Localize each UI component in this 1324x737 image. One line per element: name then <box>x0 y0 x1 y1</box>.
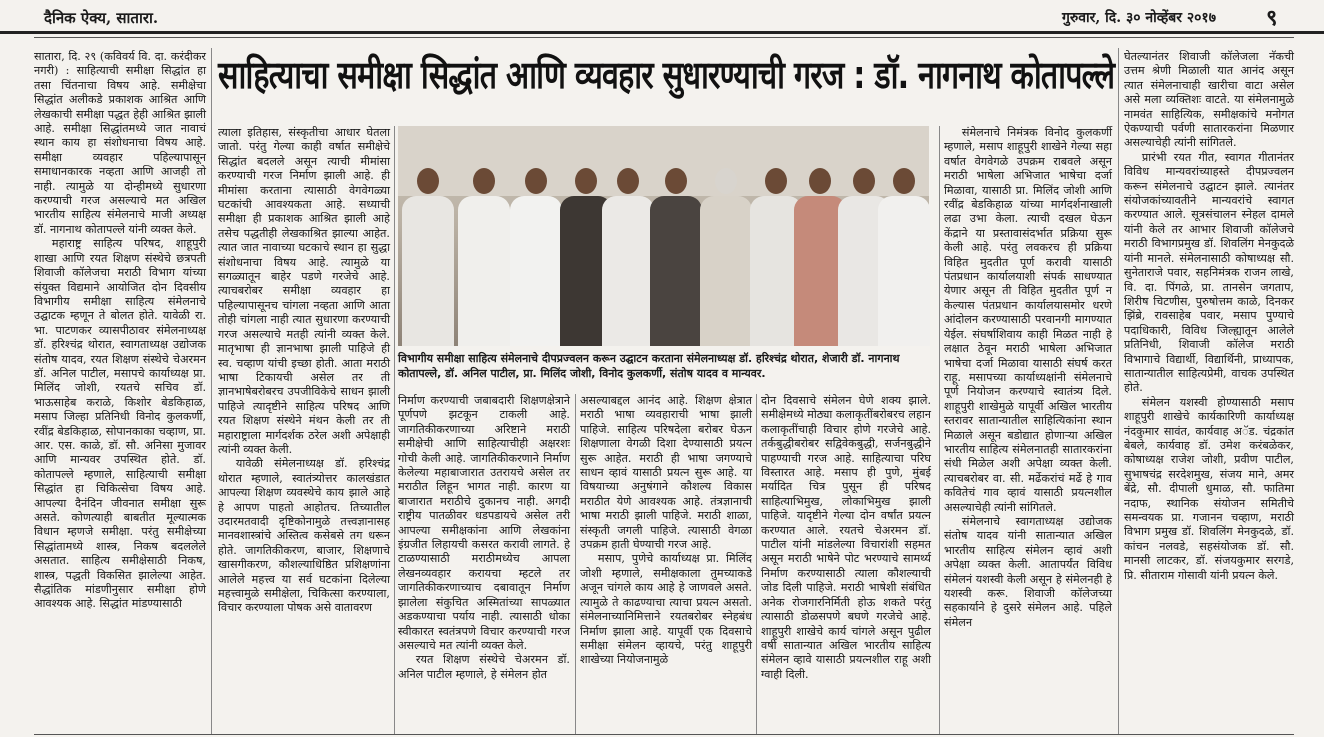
column-divider <box>939 126 940 734</box>
issue-date: गुरुवार, दि. ३० नोव्हेंबर २०१७ <box>1062 10 1216 26</box>
column-1 <box>34 50 206 734</box>
column-6 <box>944 126 1112 734</box>
column-divider <box>575 394 576 734</box>
column-divider <box>1118 48 1119 734</box>
body-paragraph: संमेलनाचे स्वागताध्यक्ष उद्योजक संतोष यादव यांनी सातान्यात अखिल भारतीय साहित्य संमेलन व्हावं अशी अपेक्षा व्यक्त केली. आतापर्यंत विविध संमेलनं यशस्वी केली असून हे संमेलनही हे यशस्वी करू. शिवाजी कॉलेजच्या सहकार्याने हे दुसरे संमेलन आहे. पहिले संमेलन <box>944 514 1112 629</box>
column-2 <box>218 126 390 734</box>
body-paragraph: यावेळी संमेलनाध्यक्ष डॉ. हरिश्चंद्र थोरात म्हणाले, स्वातंत्र्योत्तर कालखंडात आपल्या शिक्षण व्यवस्थेचे काय झाले आहे हे आपण पाहतो आहोतच. तिच्यातील उदारमतवादी दृष्टिकोनामुळे तत्त्वज्ञानासह मानवशास्त्रांचे अस्तित्व कसेबसे तग धरून होते. जागतिकीकरण, बाजार, शिक्षणाचे खासगीकरण, कौशल्याधिष्ठित प्रशिक्षणांना आलेले महत्त्व या सर्व घटकांना दिलेल्या महत्त्वामुळे समीक्षेला, चिकित्सा करण्याला, विचार करण्याला पोषक असे वातावरण <box>218 457 390 615</box>
body-paragraph: त्याला इतिहास, संस्कृतीचा आधार घेतला जातो. परंतु गेल्या काही वर्षात समीक्षेचे सिद्धांत बदलले असून त्याची मीमांसा करण्याची गरज निर्माण झाली आहे. ही मीमांसा करताना त्यासाठी वेगवेगळ्या घटकांची आवश्यकता आहे. सध्याची समीक्षा ही प्रकाशक आश्रित झाली आहे तसेच पद्धतीही लेखकाश्रित झाल्या आहेत. त्यात जात नावाच्या घटकाचे स्थान हा सुद्धा संशोधनाचा विषय आहे. त्यामुळे या सगळ्यातून बाहेर पडणे गरजेचे आहे. त्याचबरोबर समीक्षा व्यवहार हा पहिल्यापासूनच चांगला नव्हता आणि आता तोही चांगला नाही त्यात सुधारणा करण्याची गरज असल्याचे मतही त्यांनी व्यक्त केले. मातृभाषा ही ज्ञानभाषा झाली पाहिजे ही स्व. चव्हाण यांची इच्छा होती. आता मराठी भाषा टिकायची असेल तर ती ज्ञानभाषेबरोबरच उपजीविकेचे साधन झाली पाहिजे त्यादृष्टीने साहित्य परिषद आणि रयत शिक्षण संस्थेने मंथन केली तर ती महाराष्ट्राला मार्गदर्शक ठरेल अशी अपेक्षाही त्यांनी व्यक्त केली. <box>218 126 390 456</box>
column-divider <box>211 48 212 734</box>
masthead-rule <box>34 37 1294 38</box>
column-5 <box>761 394 931 734</box>
column-divider <box>394 126 395 734</box>
event-photo <box>398 126 929 346</box>
column-divider <box>756 394 757 734</box>
body-paragraph: दोन दिवसाचे संमेलन घेणे शक्य झाले. समीक्षेमध्ये मोठ्या कलाकृतींबरोबरच लहान कलाकृतींचाही विचार होणे गरजेचे आहे. तर्कबुद्धीबरोबर सद्विवेकबुद्धी, सर्जनबुद्धीने पाहण्याची गरज आहे. साहित्याचा परिघ विस्तारत आहे. मसाप ही पुणे, मुंबई मर्यादित चित्र पुसून ही परिषद साहित्याभिमुख, लोकाभिमुख झाली पाहिजे. यादृष्टीने गेल्या दोन वर्षांत प्रयत्न करण्यात आले. रयतचे चेअरमन डॉ. पाटील यांनी मांडलेल्या विचारांशी सहमत असून मराठी भाषेने पोट भरण्याचे सामर्थ्य निर्माण करण्यासाठी त्याला कौशल्याची जोड दिली पाहिजे. मराठी भाषेशी संबंधित अनेक रोजगारनिर्मिती होऊ शकते परंतु त्यासाठी डोळसपणे बघणे गरजेचे आहे. शाहूपुरी शाखेचे कार्य चांगले असून पुढील वर्षी सातान्यात अखिल भारतीय साहित्य संमेलन व्हावे यासाठी प्रयत्नशील राहू अशी ग्वाही दिली. <box>761 394 931 681</box>
column-7 <box>1124 50 1294 734</box>
masthead <box>0 0 1324 34</box>
body-paragraph: असल्याबद्दल आनंद आहे. शिक्षण क्षेत्रात मराठी भाषा व्यवहाराची भाषा झाली पाहिजे. साहित्य परिषदेला बरोबर घेऊन शिक्षणाला वेगळी दिशा देण्यासाठी प्रयत्न सुरू आहेत. मराठी ही भाषा जगण्याचे साधन व्हावं यासाठी प्रयत्न सुरू आहे. या विषयाच्या अनुषंगाने कौशल्य विकास मराठीत येणे आवश्यक आहे. तंत्रज्ञानाची भाषा मराठी झाली पाहिजे. मराठी शाळा, संस्कृती जगली पाहिजे. त्यासाठी वेगळा उपक्रम हाती घेण्याची गरज आहे. <box>580 394 752 552</box>
dateline-paragraph: सातारा, दि. २९ (कविवर्य वि. दा. करंदीकर नगरी) : साहित्याची समीक्षा सिद्धांत हा तसा चिंतनाचा विषय आहे. समीक्षेचा सिद्धांत अलीकडे प्रकाशक आश्रित आणि लेखकाची समीक्षा पद्धत हेही आश्रित झाली आहे. समीक्षा सिद्धांतमध्ये जात नावाचं स्थान काय हा संशोधनाचा विषय आहे. समीक्षा व्यवहार पहिल्यापासून समाधानकारक नव्हता आणि आजही तो नाही. त्यामुळे या दोन्हीमध्ये सुधारणा करण्याची गरज असल्याचे मत अखिल भारतीय साहित्य संमेलनाचे माजी अध्यक्ष डॉ. नागनाथ कोतापल्ले यांनी व्यक्त केले. <box>34 50 206 236</box>
headline: साहित्याचा समीक्षा सिद्धांत आणि व्यवहार सुधारण्याची गरज : डॉ. नागनाथ कोतापल्ले <box>218 53 1115 97</box>
photo-caption: विभागीय समीक्षा साहित्य संमेलनाचे दीपप्रज्वलन करून उद्घाटन करताना संमेलनाध्यक्ष डॉ. हरिश्चंद्र थोरात, शेजारी डॉ. नागनाथ कोतापल्ले, डॉ. अनिल पाटील, प्रा. मिलिंद जोशी, विनोद कुलकर्णी, संतोष यादव व मान्यवर. <box>398 352 900 380</box>
body-paragraph: रयत शिक्षण संस्थेचे चेअरमन डॉ. अनिल पाटील म्हणाले, हे संमेलन होत <box>398 653 570 681</box>
column-4 <box>580 394 752 734</box>
body-paragraph: मसाप, पुणेचे कार्याध्यक्ष प्रा. मिलिंद जोशी म्हणाले, समीक्षकाला तुमच्याकडे अजून चांगले काय आहे हे जाणवले असते. त्यामुळे ते काढण्याचा त्याचा प्रयत्न असतो. संमेलनाच्यानिमित्ताने रयतबरोबर स्नेहबंध निर्माण झाला आहे. यापूर्वी एक दिवसाचे समीक्षा संमेलन व्हायचे, परंतु शाहूपुरी शाखेच्या नियोजनामुळे <box>580 552 752 667</box>
body-paragraph: संमेलनाचे निमंत्रक विनोद कुलकर्णी म्हणाले, मसाप शाहूपुरी शाखेने गेल्या सहा वर्षात वेगवेगळे उपक्रम राबवले असून मराठी भाषेला अभिजात भाषेचा दर्जा मिळावा, यासाठी प्रा. मिलिंद जोशी आणि रवींद्र बेडकिहाळ यांच्या मार्गदर्शनाखाली लढा उभा केला. त्याची दखल घेऊन केंद्राने या प्रस्तावासंदर्भात प्रक्रिया सुरू केली आहे. परंतु लवकरच ही प्रक्रिया विहित मुदतीत पूर्ण करावी यासाठी पंतप्रधान कार्यालयाशी संपर्क साधण्यात येणार असून ती विहित मुदतीत पूर्ण न केल्यास पंतप्रधान कार्यालयासमोर धरणे आंदोलन करण्यासाठी परवानगी मागण्यात येईल. संघर्षाशिवाय काही मिळत नाही हे लक्षात ठेवून मराठी भाषेला अभिजात भाषेचा दर्जा मिळावा यासाठी संघर्ष करत राहू. मसापच्या कार्याध्यक्षांनी संमेलनाचे पूर्ण नियोजन करण्याचे स्वातंत्र्य दिले. शाहूपुरी शाखेमुळे यापूर्वी अखिल भारतीय स्तरावर सातान्यातील साहित्यिकांना स्थान मिळाले असून बडोद्यात होणाऱ्या अखिल भारतीय साहित्य संमेलनातही सातारकरांना संधी मिळेल अशी अपेक्षा व्यक्त केली. त्याचबरोबर वा. सी. मर्ढेकरांचं मर्ढे हे गाव कवितेचं गाव व्हावं यासाठी प्रयत्नशील असल्याचेही त्यांनी सांगितले. <box>944 126 1112 514</box>
body-paragraph: निर्माण करण्याची जबाबदारी शिक्षणक्षेत्राने पूर्णपणे झटकून टाकली आहे. जागतिकीकरणाच्या अरिष्टाने मराठी समीक्षेची आणि साहित्याचीही अक्षरशः गोची केली आहे. जागतिकीकरणाने निर्माण केलेल्या महाबाजारात उतरायचे असेल तर मराठीत लिहून भागत नाही. कारण या बाजारात मराठीचे दुकानच नाही. अगदी राष्ट्रीय पातळीवर धडपडायचे असेल तरी आपल्या समीक्षकांना आणि लेखकांना इंग्रजीत लिहायची कसरत करावी लागते. हे टाळण्यासाठी मराठीमध्येच आपला लेखनव्यवहार करायचा म्हटले तर जागतिकीकरणाच्याच दबावातून निर्माण झालेला संकुचित अस्मितांच्या सापळ्यात अडकण्याचा पर्याय नाही. त्यासाठी धोका स्वीकारत स्वतंत्रपणे विचार करण्याची गरज असल्याचे मत त्यांनी व्यक्त केले. <box>398 394 570 652</box>
body-paragraph: घेतल्यानंतर शिवाजी कॉलेजला नॅकची उत्तम श्रेणी मिळाली यात आनंद असून त्यात संमेलनाचाही खारीचा वाटा असेल असे मला व्यक्तिशः वाटते. या संमेलनामुळे नामवंत साहित्यिक, समीक्षकांचे मनोगत ऐकण्याची पर्वणी सातारकरांना मिळणार असल्याचेही त्यांनी सांगितले. <box>1124 50 1294 150</box>
page-number: ९ <box>1266 5 1278 31</box>
newspaper-name: दैनिक ऐक्य, सातारा. <box>44 9 159 27</box>
body-paragraph: महाराष्ट्र साहित्य परिषद, शाहूपुरी शाखा आणि रयत शिक्षण संस्थेचे छत्रपती शिवाजी कॉलेजचा मराठी विभाग यांच्या संयुक्त विद्यमाने आयोजित दोन दिवसीय विभागीय समीक्षा साहित्य संमेलनाचे उद्घाटक म्हणून ते बोलत होते. यावेळी रा. भा. पाटणकर व्यासपीठावर संमेलनाध्यक्ष डॉ. हरिश्चंद्र थोरात, स्वागताध्यक्ष उद्योजक संतोष यादव, रयत शिक्षण संस्थेचे चेअरमन डॉ. अनिल पाटील, मसापचे कार्याध्यक्ष प्रा. मिलिंद जोशी, रयतचे सचिव डॉ. भाऊसाहेब कराळे, किशोर बेडकिहाळ, मसाप जिल्हा प्रतिनिधी विनोद कुलकर्णी, रवींद्र बेडकिहाळ, सोपानकाका चव्हाण, प्रा. आर. एस. काळे, डॉ. सौ. अनिसा मुजावर आणि मान्यवर उपस्थित होते. डॉ. कोतापल्ले म्हणाले, साहित्याची समीक्षा सिद्धांत हा चिकित्सेचा विषय आहे. आपल्या दैनंदिन जीवनात समीक्षा सुरू असते. कोणत्याही बाबतीत मूल्यात्मक विधान म्हणजे समीक्षा. परंतु समीक्षेच्या सिद्धांतामध्ये शास्त्र, निकष बदललेले असतात. साहित्य समीक्षेसाठी निकष, शास्त्र, पद्धती विकसित झालेल्या आहेत. सैद्धांतिक मांडणीनुसार समीक्षा होणे आवश्यक आहे. सिद्धांत मांडण्यासाठी <box>34 237 206 611</box>
body-paragraph: प्रारंभी रयत गीत, स्वागत गीतानंतर विविध मान्यवरांच्याहस्ते दीपप्रज्वलन करून संमेलनाचे उद्घाटन झाले. त्यानंतर संयोजकांच्यावतीने मान्यवरांचे स्वागत करण्यात आले. सूत्रसंचालन स्नेहल दामले यांनी केले तर आभार शिवाजी कॉलेजचे मराठी विभागप्रमुख डॉ. शिवलिंग मेनकुदळे यांनी मानले. संमेलनासाठी कोषाध्यक्ष सौ. सुनेताराजे पवार, सहनिमंत्रक राजन लाखे, वि. दा. पिंगळे, प्रा. तानसेन जगताप, शिरीष चिटणीस, पुरुषोत्तम काळे, दिनकर झिंब्रे, रावसाहेब पवार, मसाप पुण्याचे पदाधिकारी, विविध जिल्ह्यातून आलेले प्रतिनिधी, शिवाजी कॉलेज मराठी विभागाचे विद्यार्थी, विद्यार्थिनी, प्राध्यापक, सातान्यातील साहित्यप्रेमी, वाचक उपस्थित होते. <box>1124 150 1294 395</box>
body-paragraph: संमेलन यशस्वी होण्यासाठी मसाप शाहूपुरी शाखेचे कार्यकारिणी कार्याध्यक्ष नंदकुमार सावंत, कार्यवाह अॅड. चंद्रकांत बेबले, कार्यवाह डॉ. उमेश करंबळेकर, कोषाध्यक्ष राजेश जोशी, प्रवीण पाटील, सुभाषचंद्र सरदेशमुख, संजय माने, अमर बेंद्रे, सौ. दीपाली धुमाळ, सौ. फातिमा नदाफ, स्थानिक संयोजन समितीचे समन्वयक प्रा. गजानन चव्हाण, मराठी विभाग प्रमुख डॉ. शिवलिंग मेनकुदळे, डॉ. कांचन नलवडे, सहसंयोजक डॉ. सौ. मानसी लाटकर, डॉ. संजयकुमार सरगडे, प्रि. सीताराम गोसावी यांनी प्रयत्न केले. <box>1124 395 1294 582</box>
column-3 <box>398 394 570 734</box>
bottom-rule <box>34 734 1294 735</box>
